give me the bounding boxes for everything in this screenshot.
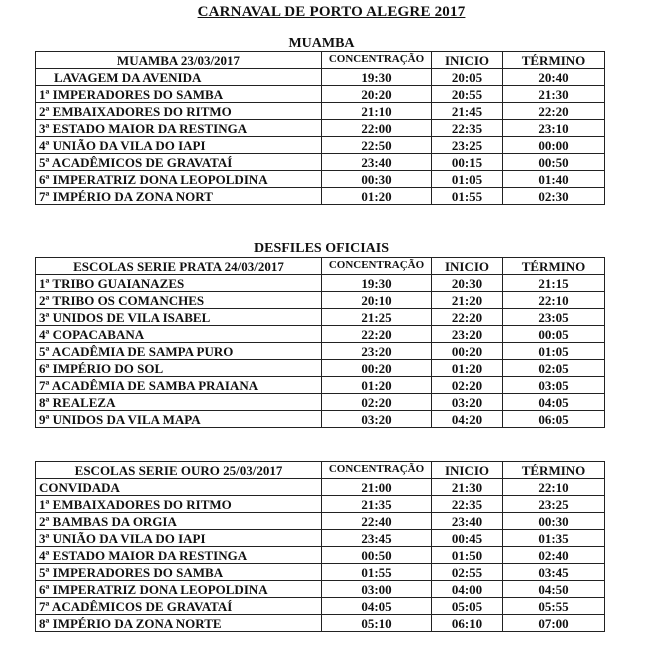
termino-time: 23:25 [503, 496, 605, 513]
school-name: 1ª TRIBO GUAIANAZES [36, 275, 322, 292]
concentracao-time: 22:00 [322, 120, 432, 137]
school-name: 2ª TRIBO OS COMANCHES [36, 292, 322, 309]
school-name: 5ª ACADÊMICOS DE GRAVATAÍ [36, 154, 322, 171]
school-name: 3ª ESTADO MAIOR DA RESTINGA [36, 120, 322, 137]
concentracao-time: 04:05 [322, 598, 432, 615]
inicio-time: 22:20 [432, 309, 503, 326]
school-name: 6ª IMPERATRIZ DONA LEOPOLDINA [36, 581, 322, 598]
table-header-date: MUAMBA 23/03/2017 [36, 52, 322, 69]
concentracao-time: 03:20 [322, 411, 432, 428]
termino-time: 22:10 [503, 479, 605, 496]
concentracao-time: 23:40 [322, 154, 432, 171]
table-row [36, 513, 605, 530]
termino-time: 21:30 [503, 86, 605, 103]
inicio-time: 23:25 [432, 137, 503, 154]
concentracao-time: 00:50 [322, 547, 432, 564]
termino-time: 01:05 [503, 343, 605, 360]
concentracao-time: 20:10 [322, 292, 432, 309]
table-row [36, 394, 605, 411]
table-row [36, 343, 605, 360]
school-name: 2ª EMBAIXADORES DO RITMO [36, 103, 322, 120]
inicio-time: 22:35 [432, 120, 503, 137]
inicio-time: 06:10 [432, 615, 503, 632]
concentracao-time: 01:20 [322, 377, 432, 394]
concentracao-time: 01:55 [322, 564, 432, 581]
table-row [36, 326, 605, 343]
school-name: 6ª IMPERATRIZ DONA LEOPOLDINA [36, 171, 322, 188]
table-row [36, 103, 605, 120]
header-concentracao: CONCENTRAÇÃO [322, 462, 432, 479]
termino-time: 20:40 [503, 69, 605, 86]
inicio-time: 00:15 [432, 154, 503, 171]
table-row [36, 377, 605, 394]
school-name: 5ª ACADÊMIA DE SAMPA PURO [36, 343, 322, 360]
termino-time: 03:05 [503, 377, 605, 394]
concentracao-time: 00:20 [322, 360, 432, 377]
header-concentracao: CONCENTRAÇÃO [322, 52, 432, 69]
school-name: 7ª ACADÊMIA DE SAMBA PRAIANA [36, 377, 322, 394]
termino-time: 23:05 [503, 309, 605, 326]
termino-time: 01:40 [503, 171, 605, 188]
school-name: 7ª IMPÉRIO DA ZONA NORT [36, 188, 322, 205]
school-name: 9ª UNIDOS DA VILA MAPA [36, 411, 322, 428]
inicio-time: 01:55 [432, 188, 503, 205]
concentracao-time: 01:20 [322, 188, 432, 205]
termino-time: 21:15 [503, 275, 605, 292]
concentracao-time: 20:20 [322, 86, 432, 103]
school-name: 5ª IMPERADORES DO SAMBA [36, 564, 322, 581]
table-row [36, 188, 605, 205]
table-header-date: ESCOLAS SERIE PRATA 24/03/2017 [36, 258, 322, 275]
termino-time: 03:45 [503, 564, 605, 581]
inicio-time: 00:20 [432, 343, 503, 360]
inicio-time: 20:55 [432, 86, 503, 103]
concentracao-time: 21:35 [322, 496, 432, 513]
inicio-time: 01:05 [432, 171, 503, 188]
table-row [36, 598, 605, 615]
page-title: CARNAVAL DE PORTO ALEGRE 2017 [197, 4, 466, 20]
header-termino: TÉRMINO [503, 258, 605, 275]
concentracao-time: 22:50 [322, 137, 432, 154]
table-row [36, 86, 605, 103]
school-name: 8ª IMPÉRIO DA ZONA NORTE [36, 615, 322, 632]
concentracao-time: 22:20 [322, 326, 432, 343]
concentracao-time: 23:20 [322, 343, 432, 360]
school-name: 3ª UNIÃO DA VILA DO IAPI [36, 530, 322, 547]
table-row [36, 496, 605, 513]
inicio-time: 03:20 [432, 394, 503, 411]
section-heading-desfiles-oficiais: DESFILES OFICIAIS [254, 241, 389, 256]
inicio-time: 21:20 [432, 292, 503, 309]
termino-time: 00:50 [503, 154, 605, 171]
school-name: 4ª UNIÃO DA VILA DO IAPI [36, 137, 322, 154]
inicio-time: 00:45 [432, 530, 503, 547]
table-row [36, 581, 605, 598]
inicio-time: 21:45 [432, 103, 503, 120]
termino-time: 05:55 [503, 598, 605, 615]
table-header-date: ESCOLAS SERIE OURO 25/03/2017 [36, 462, 322, 479]
inicio-time: 01:20 [432, 360, 503, 377]
table-row [36, 137, 605, 154]
termino-time: 07:00 [503, 615, 605, 632]
header-concentracao: CONCENTRAÇÃO [322, 258, 432, 275]
school-name: 1ª EMBAIXADORES DO RITMO [36, 496, 322, 513]
inicio-time: 04:00 [432, 581, 503, 598]
termino-time: 02:05 [503, 360, 605, 377]
inicio-time: 21:30 [432, 479, 503, 496]
concentracao-time: 21:25 [322, 309, 432, 326]
schedule-table-serie-ouro [35, 461, 605, 632]
schedule-table-muamba [35, 51, 605, 205]
inicio-time: 02:55 [432, 564, 503, 581]
concentracao-time: 05:10 [322, 615, 432, 632]
table-row [36, 615, 605, 632]
table-row [36, 275, 605, 292]
termino-time: 22:10 [503, 292, 605, 309]
inicio-time: 23:40 [432, 513, 503, 530]
header-inicio: INICIO [432, 258, 503, 275]
table-row [36, 530, 605, 547]
concentracao-time: 22:40 [322, 513, 432, 530]
inicio-time: 20:05 [432, 69, 503, 86]
school-name: 4ª COPACABANA [36, 326, 322, 343]
table-row [36, 411, 605, 428]
table-row [36, 479, 605, 496]
school-name: 3ª UNIDOS DE VILA ISABEL [36, 309, 322, 326]
header-inicio: INICIO [432, 52, 503, 69]
table-row [36, 120, 605, 137]
table-row [36, 360, 605, 377]
schedule-table-serie-prata [35, 257, 605, 428]
concentracao-time: 19:30 [322, 69, 432, 86]
inicio-time: 04:20 [432, 411, 503, 428]
table-row [36, 69, 605, 86]
table-row [36, 547, 605, 564]
table-row [36, 154, 605, 171]
termino-time: 00:00 [503, 137, 605, 154]
inicio-time: 05:05 [432, 598, 503, 615]
school-name: LAVAGEM DA AVENIDA [36, 69, 322, 86]
school-name: 4ª ESTADO MAIOR DA RESTINGA [36, 547, 322, 564]
termino-time: 00:30 [503, 513, 605, 530]
termino-time: 23:10 [503, 120, 605, 137]
inicio-time: 01:50 [432, 547, 503, 564]
concentracao-time: 23:45 [322, 530, 432, 547]
termino-time: 02:40 [503, 547, 605, 564]
school-name: 6ª IMPÉRIO DO SOL [36, 360, 322, 377]
concentracao-time: 21:10 [322, 103, 432, 120]
concentracao-time: 19:30 [322, 275, 432, 292]
table-header-row [36, 258, 605, 275]
termino-time: 02:30 [503, 188, 605, 205]
school-name: CONVIDADA [36, 479, 322, 496]
concentracao-time: 00:30 [322, 171, 432, 188]
termino-time: 01:35 [503, 530, 605, 547]
school-name: 8ª REALEZA [36, 394, 322, 411]
table-header-row [36, 462, 605, 479]
concentracao-time: 02:20 [322, 394, 432, 411]
table-row [36, 309, 605, 326]
school-name: 7ª ACADÊMICOS DE GRAVATAÍ [36, 598, 322, 615]
table-row [36, 292, 605, 309]
termino-time: 22:20 [503, 103, 605, 120]
table-row [36, 564, 605, 581]
header-termino: TÉRMINO [503, 52, 605, 69]
table-header-row [36, 52, 605, 69]
section-heading-muamba: MUAMBA [288, 36, 355, 51]
school-name: 1ª IMPERADORES DO SAMBA [36, 86, 322, 103]
inicio-time: 23:20 [432, 326, 503, 343]
table-row [36, 171, 605, 188]
header-inicio: INICIO [432, 462, 503, 479]
inicio-time: 02:20 [432, 377, 503, 394]
header-termino: TÉRMINO [503, 462, 605, 479]
inicio-time: 20:30 [432, 275, 503, 292]
concentracao-time: 03:00 [322, 581, 432, 598]
inicio-time: 22:35 [432, 496, 503, 513]
concentracao-time: 21:00 [322, 479, 432, 496]
termino-time: 04:50 [503, 581, 605, 598]
termino-time: 04:05 [503, 394, 605, 411]
school-name: 2ª BAMBAS DA ORGIA [36, 513, 322, 530]
termino-time: 00:05 [503, 326, 605, 343]
termino-time: 06:05 [503, 411, 605, 428]
